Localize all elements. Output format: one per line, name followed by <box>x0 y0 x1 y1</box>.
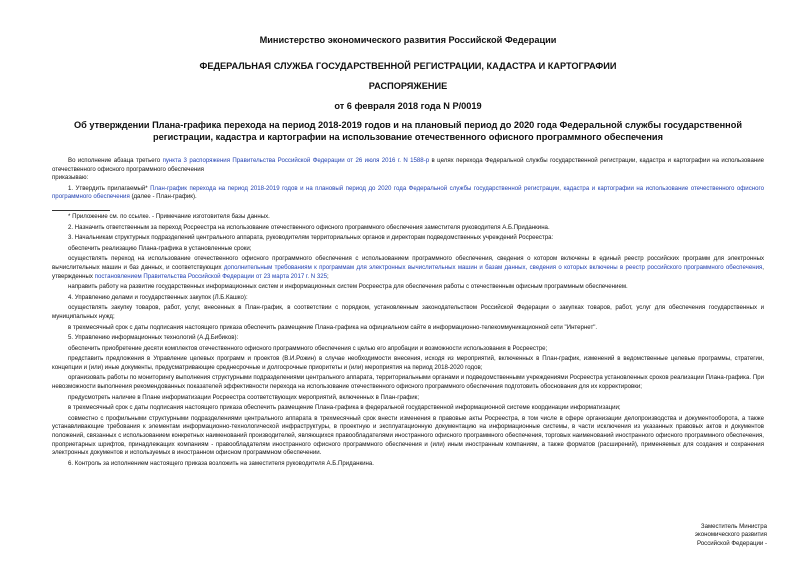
preamble-link[interactable]: пункта 3 распоряжения Правительства Российской Федерации от 26 июля 2016 г. N 1588-р <box>162 157 430 164</box>
requirements-link[interactable]: дополнительным требованиям к программам для электронных вычислительных машин и базам данных, сведения о которых включены в реестр российского программного обеспечения <box>223 263 763 271</box>
signature-line-2: экономического развития <box>694 531 767 539</box>
item-1 <box>52 185 764 202</box>
item-3-p2-text: осуществлять переход на использование отечественного офисного программного обеспечения с использованием программного обеспечения, сведения о котором включены в единый реестр российских программ для электронных вычислительных машин и баз данных, и соответствующих <box>52 255 764 271</box>
item-3-p2-mid: , утвержденных <box>52 263 764 280</box>
preamble <box>52 157 764 174</box>
document-date: от 6 февраля 2018 года N Р/0019 <box>334 101 482 111</box>
item-3-p2 <box>52 255 764 281</box>
agency-name: ФЕДЕРАЛЬНАЯ СЛУЖБА ГОСУДАРСТВЕННОЙ РЕГИСТРАЦИИ, КАДАСТРА И КАРТОГРАФИИ <box>199 61 617 71</box>
item-1-text: 1. Утвердить прилагаемый* <box>68 184 151 192</box>
resolution-link[interactable]: постановлением Правительства Российской Федерации от 23 марта 2017 г. N 325 <box>94 272 328 280</box>
document-body <box>52 157 764 468</box>
item-1-tail: (далее - План-график). <box>129 193 197 201</box>
document-kind: РАСПОРЯЖЕНИЕ <box>368 81 448 91</box>
document-page <box>52 34 764 468</box>
item-5-head: 5. Управлению информационных технологий (А.Д.Бибиков): <box>68 334 239 342</box>
preamble-text-tail: в целях перехода Федеральной службы государственной регистрации, кадастра и картографии на использование отечественного офисного программного обеспечения <box>52 157 764 173</box>
item-5-p3: организовать работы по мониторингу выполнения структурными подразделениями центрального аппарата, территориальными органами и подведомственными учреждениями Росреестра установленных сроков реализации Плана-графика. При невозможности выполнения рекомендованных показателей эффективности перехода на использование отечественного офисного программного обеспечения подготовить обоснования для их корректировки; <box>52 374 764 391</box>
item-3-p2-end: ; <box>327 272 329 280</box>
signature-line-1: Заместитель Министра <box>700 523 767 530</box>
signature-block <box>695 523 767 548</box>
footnote-divider <box>52 210 110 211</box>
item-5-p2: представить предложения в Управление целевых программ и проектов (В.И.Рожин) в случае необходимости внесения, исходя из мероприятий, включенных в План-график, изменений в ведомственные целевые программы, стратегии, концепции и (или) иные документы, предусматривающие среднесрочные и долгосрочные приоритеты и (или) мероприятия на период 2018-2020 годов; <box>52 355 764 371</box>
item-5-p6: совместно с профильными структурными подразделениями центрального аппарата в трехмесячный срок внести изменения в правовые акты Росреестра, в том числе в сфере организации делопроизводства и документооборота, а также устанавливающие требования к элементам информационно-технологической инфраструктуры, в проектную и эксплуатационную документацию на информационные системы, в части исключения из указанных правовых актов и документов положений, связанных с использованием конкретных наименований производителей, являющихся правообладателями иностранного офисного программного обеспечения, торговых наименований иностранного офисного программного обеспечения, проприетарных шрифтов, принадлежащих компаниям - правообладателям иностранного офисного программного обеспечения и (или) иным иностранным компаниям, а также форматов (расширений), применяемых для создания и сохранения электронных документов и используемых в иностранном офисном программном обеспечении. <box>52 414 764 457</box>
item-5-p5: в трехмесячный срок с даты подписания настоящего приказа обеспечить размещение Плана-графика в федеральной государственной информационной системе координации информатизации; <box>68 404 621 412</box>
item-2: 2. Назначить ответственным за переход Росреестра на использование отечественного офисного программного обеспечения заместителя руководителя А.Б.Приданкина. <box>68 223 550 231</box>
item-3-p3: направить работу на развитие государственных информационных систем и информационных систем Росреестра для обеспечения работы с отечественным офисным программным обеспечением. <box>68 283 628 291</box>
item-4-head: 4. Управлению делами и государственных закупок (Л.Б.Кашко): <box>68 293 248 301</box>
order-phrase: приказываю: <box>52 174 89 182</box>
ministry-name: Министерство экономического развития Российской Федерации <box>259 35 557 45</box>
plan-link[interactable]: План-график перехода на период 2018-2019 годов и на плановый период до 2020 года Федеральной службы государственной регистрации, кадастра и картографии на использование отечественного офисного программного обеспечения <box>52 184 764 201</box>
preamble-text: Во исполнение абзаца третьего <box>68 157 163 164</box>
item-6: 6. Контроль за исполнением настоящего приказа возложить на заместителя руководителя А.Б.Приданкина. <box>68 459 374 467</box>
item-4-p1: осуществлять закупку товаров, работ, услуг, внесенных в План-график, в соответствии с порядком, установленным законодательством Российской Федерации о закупках товаров, работ, услуг для обеспечения государственных и муниципальных нужд; <box>52 304 764 320</box>
document-title: Об утверждении Плана-графика перехода на период 2018-2019 годов и на плановый период до 2020 года Федеральной службы государственной регистрации, кадастра и картографии на использование отечественного офисного программного обеспечения <box>74 120 742 142</box>
item-3-p1: обеспечить реализацию Плана-графика в установленные сроки; <box>68 244 252 252</box>
item-5-p4: предусмотреть наличие в Плане информатизации Росреестра соответствующих мероприятий, включенных в План-график; <box>68 393 420 401</box>
item-4-p2: в трехмесячный срок с даты подписания настоящего приказа обеспечить размещение Плана-графика на официальном сайте в информационно-телекоммуникационной сети "Интернет". <box>68 323 598 331</box>
footnote: * Приложение см. по ссылке. - Примечание изготовителя базы данных. <box>68 212 270 220</box>
item-5-p1: обеспечить приобретение десяти комплектов отечественного офисного программного обеспечения с целью его апробации и возможности использования в Росреестре; <box>68 344 548 352</box>
item-3-head: 3. Начальникам структурных подразделений центрального аппарата, руководителям территориальных органов и директорам подведомственных учреждений Росреестра: <box>68 234 554 242</box>
signature-line-3: Российской Федерации - <box>697 539 767 547</box>
